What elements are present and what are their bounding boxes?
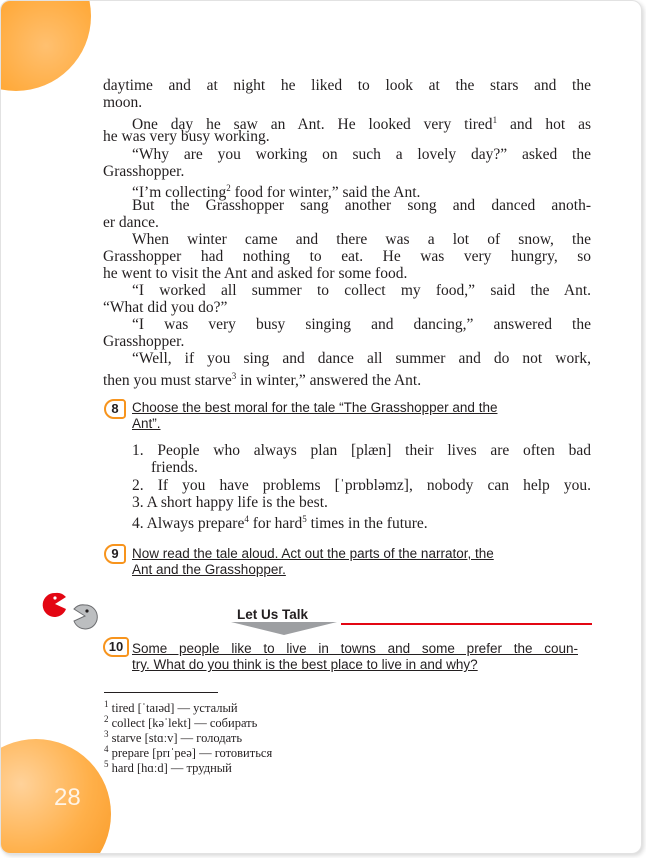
footnote-ref: 1 (492, 115, 498, 125)
story-line: One day he saw an Ant. He looked very tired$^1$ and hot as (132, 115, 591, 133)
exercise-9-instruction: Now read the tale aloud. Act out the parts of the narrator, the (132, 546, 494, 561)
let-us-talk-title: Let Us Talk (237, 607, 309, 622)
section-arrow-icon (231, 622, 337, 635)
story-line: “I worked all summer to collect my food,” said the Ant. (132, 282, 591, 299)
footnote-ref: 3 (231, 371, 237, 381)
moral-option-1-cont: friends. (151, 459, 198, 476)
story-line: “I was very busy singing and dancing,” answered the (132, 316, 591, 333)
exercise-9-instruction: Ant and the Grasshopper. (132, 562, 286, 577)
story-line: When winter came and there was a lot of snow, the (132, 231, 591, 248)
footnote-ref: 5 (302, 514, 307, 524)
moral-option-4: 4. Always prepare$^4$ for hard$^5$ times in the future. (132, 514, 428, 532)
footnote-ref: 2 (226, 183, 231, 193)
story-line: then you must starve$^3$ in winter,” answered the Ant. (103, 371, 422, 389)
footnote: $^3$ starve [stɑːv] — голодать (104, 729, 243, 745)
exercise-10-instruction: try. What do you think is the best place to live in and why? (132, 657, 478, 672)
exercise-8-badge: 8 (104, 399, 126, 419)
footnote: $^1$ tired [ˈtaɪəd] — усталый (104, 699, 238, 715)
corner-decoration-top (0, 0, 91, 91)
talking-heads-icon (41, 591, 99, 633)
page-number: 28 (54, 784, 81, 811)
footnote: $^5$ hard [hɑːd] — трудный (104, 759, 232, 775)
footnote-ref: 4 (244, 514, 249, 524)
exercise-9-badge: 9 (104, 544, 126, 564)
story-line: he went to visit the Ant and asked for some food. (103, 265, 408, 282)
exercise-8-instruction: Ant”. (132, 416, 161, 431)
story-line: “I’m collecting$^2$ food for winter,” said the Ant. (132, 183, 421, 201)
story-line: Grasshopper had nothing to eat. He was very hungry, so (103, 248, 591, 265)
moral-option-2: 2. If you have problems [ˈprɒbləmz], nobody can help you. (132, 477, 591, 494)
story-line: er dance. (103, 214, 159, 231)
footnote: $^4$ prepare [prɪˈpeə] — готовиться (104, 744, 273, 760)
exercise-10-badge: 10 (103, 637, 129, 657)
story-line: “Why are you working on such a lovely day?” asked the (132, 146, 591, 163)
exercise-8-instruction: Choose the best moral for the tale “The Grasshopper and the (132, 400, 498, 415)
story-line: Grasshopper. (103, 163, 185, 180)
story-line: “Well, if you sing and dance all summer and do not work, (132, 350, 591, 367)
story-line: Grasshopper. (103, 333, 185, 350)
story-line: But the Grasshopper sang another song and danced anoth- (132, 197, 591, 214)
moral-option-3: 3. A short happy life is the best. (132, 494, 328, 511)
moral-option-1: 1. People who always plan [plæn] their lives are often bad (132, 442, 591, 459)
footnote: $^2$ collect [kəˈlekt] — собирать (104, 714, 258, 730)
section-rule (341, 623, 592, 625)
exercise-10-instruction: Some people like to live in towns and some prefer the coun- (132, 641, 578, 656)
story-line: he was very busy working. (103, 128, 270, 145)
footnote-divider (104, 692, 218, 693)
story-line: moon. (103, 94, 143, 111)
story-line: “What did you do?” (103, 299, 228, 316)
story-line: daytime and at night he liked to look at the stars and the (103, 77, 591, 94)
